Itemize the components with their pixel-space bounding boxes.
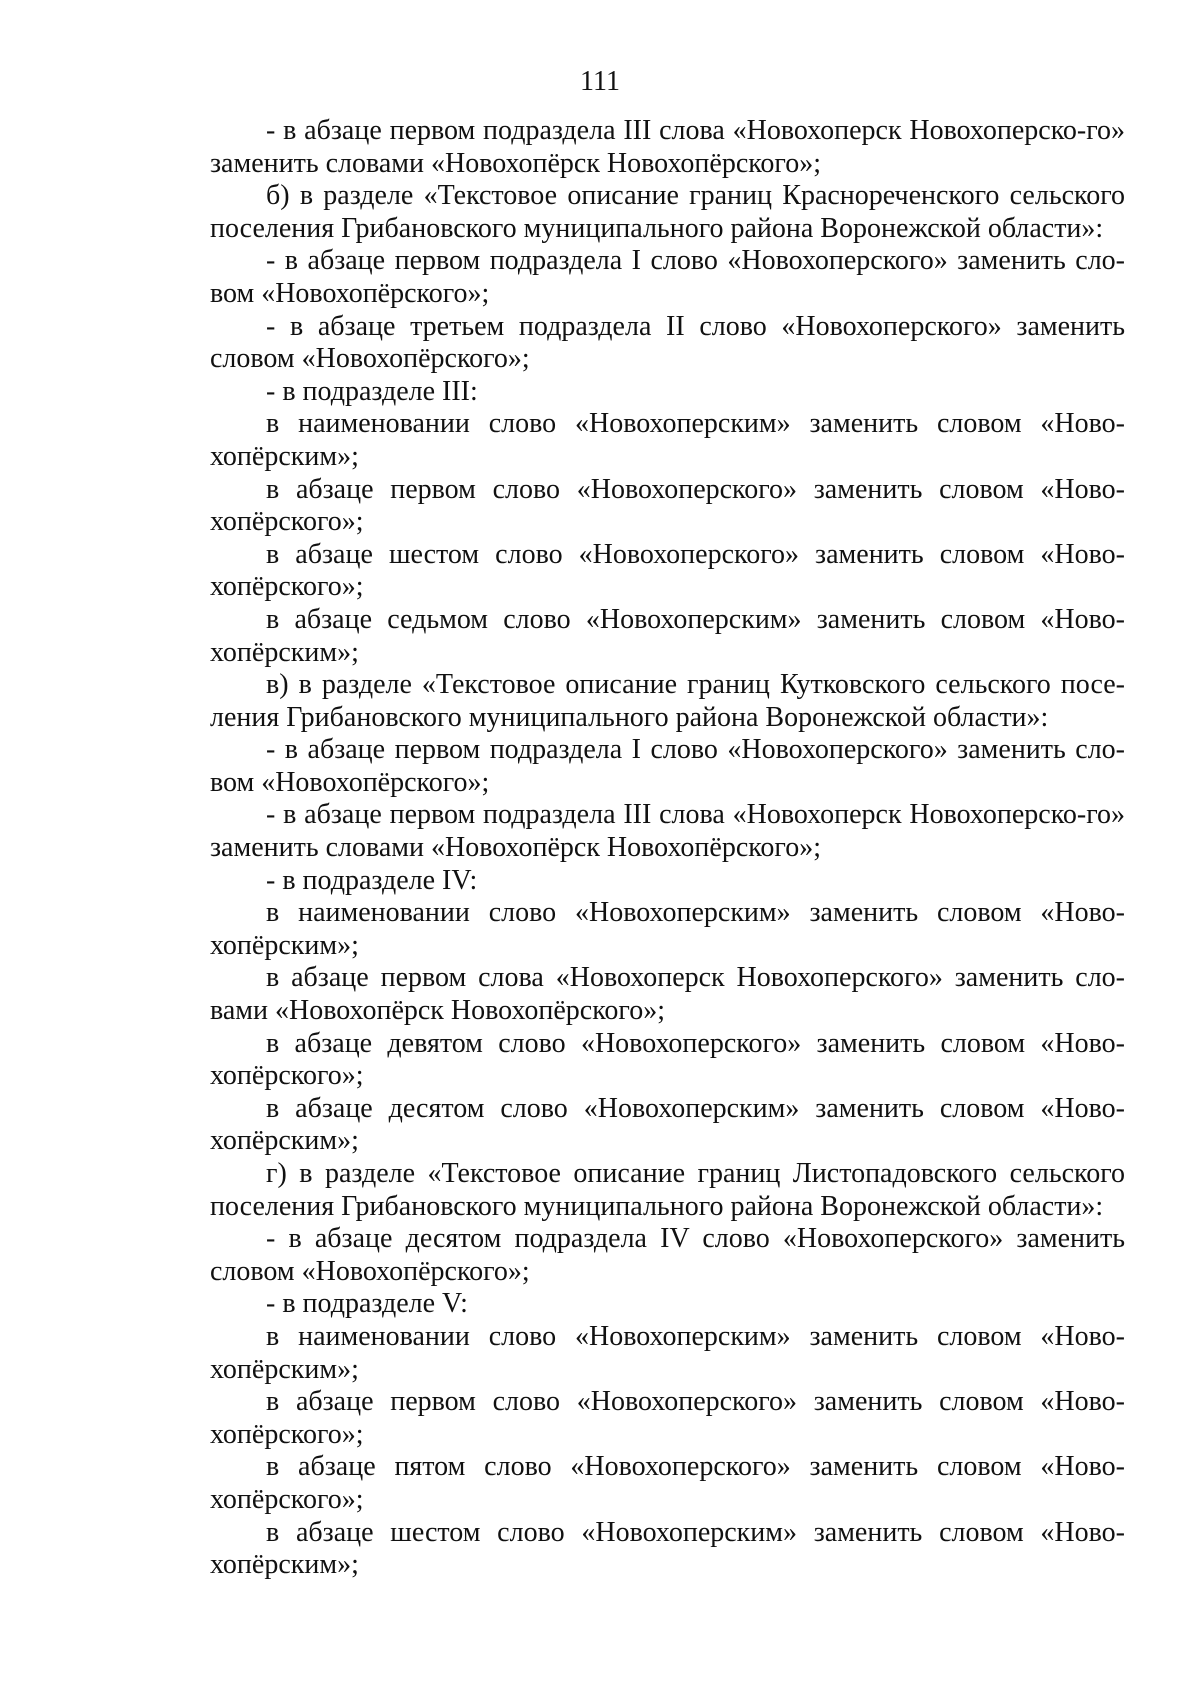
paragraph: в) в разделе «Текстовое описание границ Кутковского сельского посе-ления Грибановского муниципального района Воронежской области»: [210,669,1125,733]
document-body [210,115,1125,1582]
paragraph: - в подразделе IV: [266,864,478,896]
paragraph: в абзаце первом слово «Новохоперского» заменить словом «Ново-хопёрского»; [210,1386,1125,1450]
paragraph: в наименовании слово «Новохоперским» заменить словом «Ново-хопёрским»; [210,408,1125,472]
paragraph: - в абзаце первом подраздела III слова «Новохоперск Новохоперско-го» заменить словами «Новохопёрск Новохопёрского»; [210,115,1125,179]
paragraph: в абзаце пятом слово «Новохоперского» заменить словом «Ново-хопёрского»; [210,1451,1125,1515]
paragraph: в абзаце шестом слово «Новохоперским» заменить словом «Ново-хопёрским»; [210,1516,1125,1581]
paragraph: - в абзаце первом подраздела I слово «Новохоперского» заменить сло-вом «Новохопёрского»; [210,245,1125,309]
paragraph: в абзаце первом слово «Новохоперского» заменить словом «Ново-хопёрского»; [210,473,1125,538]
paragraph: в абзаце шестом слово «Новохоперского» заменить словом «Ново-хопёрского»; [210,538,1125,603]
paragraph: - в абзаце десятом подраздела IV слово «Новохоперского» заменить словом «Новохопёрского»; [210,1223,1125,1287]
paragraph: - в абзаце третьем подраздела II слово «Новохоперского» заменить словом «Новохопёрского»; [210,310,1125,375]
paragraph: в абзаце первом слова «Новохоперск Новохоперского» заменить сло-вами «Новохопёрск Новохопёрского»; [210,962,1125,1027]
paragraph: в абзаце десятом слово «Новохоперским» заменить словом «Ново-хопёрским»; [210,1092,1125,1157]
paragraph: - в абзаце первом подраздела III слова «Новохоперск Новохоперско-го» заменить словами «Новохопёрск Новохопёрского»; [210,799,1125,864]
page-number: 111 [580,66,620,97]
paragraph: в абзаце седьмом слово «Новохоперским» заменить словом «Ново-хопёрским»; [210,603,1125,668]
paragraph: б) в разделе «Текстовое описание границ Краснореченского сельского поселения Грибановского муниципального района Воронежской области»: [210,180,1125,244]
paragraph: в абзаце девятом слово «Новохоперского» заменить словом «Ново-хопёрского»; [210,1027,1125,1092]
paragraph: - в подразделе V: [266,1288,468,1320]
paragraph: - в подразделе III: [266,375,478,407]
paragraph: в наименовании слово «Новохоперским» заменить словом «Ново-хопёрским»; [210,1320,1125,1385]
paragraph: в наименовании слово «Новохоперским» заменить словом «Ново-хопёрским»; [210,897,1125,961]
paragraph: г) в разделе «Текстовое описание границ Листопадовского сельского поселения Грибановского муниципального района Воронежской области»: [210,1158,1125,1222]
paragraph: - в абзаце первом подраздела I слово «Новохоперского» заменить сло-вом «Новохопёрского»; [210,734,1125,798]
